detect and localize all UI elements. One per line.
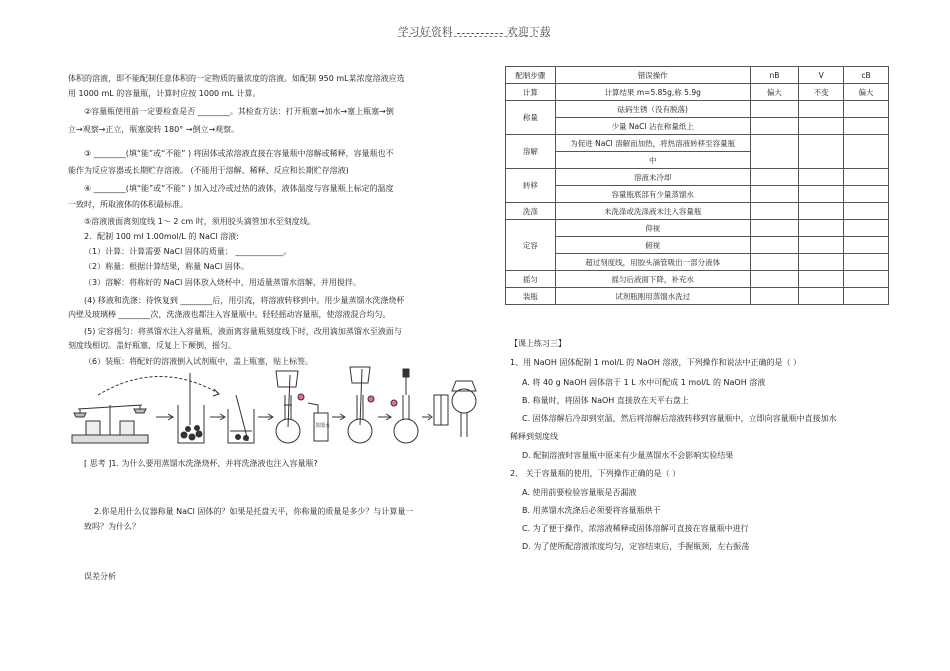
v-cell: 不变: [799, 84, 844, 101]
table-row: [506, 220, 889, 237]
text-line: （6）装瓶：将配好的溶液倒入试剂瓶中，盖上瓶塞，贴上标签。: [84, 357, 314, 366]
dropper-flask-icon: [391, 369, 418, 443]
nb-cell: [750, 118, 799, 135]
op-cell: 砝码生锈（没有脱落): [555, 101, 750, 118]
think-question-2: 2.你是用什么仪器称量 NaCl 固体的？如果是托盘天平，你称量的质量是多少？与计算量一: [94, 507, 414, 516]
nb-cell: [750, 271, 799, 288]
nb-cell: [750, 169, 799, 186]
table-row: [506, 169, 889, 186]
v-cell: [799, 220, 844, 237]
text-line: 立→观察→正立，瓶塞旋转 180° →倒立→观察。: [68, 125, 240, 134]
step-cell: 计算: [506, 84, 556, 101]
cb-cell: [844, 169, 889, 186]
op-cell: 仰视: [555, 220, 750, 237]
table-row: [506, 118, 889, 135]
text-line: 体积的溶液，即不能配制任意体积的一定物质的量浓度的溶液。如配制 950 mL某浓度溶液应选: [68, 74, 405, 83]
v-cell: [799, 118, 844, 135]
step-cell: 溶解: [506, 135, 556, 169]
cb-cell: [844, 271, 889, 288]
table-row: [506, 135, 889, 152]
col-header: 配制步骤: [506, 67, 556, 84]
practice-title: 【课上练习三】: [510, 339, 566, 348]
question-1-option-c: C. 固体溶解后冷却到室温，然后将溶解后溶液转移到容量瓶中，立即向容量瓶中直接加水: [522, 414, 837, 423]
v-cell: [799, 203, 844, 220]
nb-cell: 偏大: [750, 84, 799, 101]
nb-cell: [750, 220, 799, 237]
text-line: 用 1000 mL 的容量瓶，计算时应按 1000 mL 计算。: [68, 89, 261, 98]
question-2-option-b: B. 用蒸馏水洗涤后必须要将容量瓶烘干: [522, 506, 661, 515]
text-line: ②容量瓶使用前一定要检查是否 ________。其检查方法：打开瓶塞→加水→塞上瓶塞→倒: [84, 107, 394, 116]
text-line: (4) 移液和洗涤：待恢复到 ________后，用引流，将溶液转移到中。用少量蒸馏水洗涤烧杯: [84, 296, 405, 305]
balance-icon: [72, 405, 148, 443]
cb-cell: [844, 220, 889, 237]
nb-cell: [750, 254, 799, 271]
wash-bottle-icon: [308, 403, 331, 441]
v-cell: [799, 101, 844, 118]
text-line: 一致时，所取液体的体积最标准。: [68, 200, 188, 209]
text-line: ③ ________(填“能”或“不能” ) 将固体或浓溶液直接在容量瓶中溶解或稀释，容量瓶也不: [84, 149, 394, 158]
text-line: 能作为反应容器或长期贮存溶液。 (不能用于溶解、稀释、反应和长期贮存溶液): [68, 166, 349, 175]
question-1-option-d: D. 配制溶液时容量瓶中原来有少量蒸馏水不会影响实验结果: [522, 451, 734, 460]
op-cell: 俯视: [555, 237, 750, 254]
table-row: [506, 186, 889, 203]
error-analysis-title: 误差分析: [84, 572, 116, 581]
question-2: 2、 关于容量瓶的使用，下列操作正确的是（ ）: [510, 469, 681, 478]
text-line: (5) 定容摇匀：将蒸馏水注入容量瓶，液面离容量瓶刻度线下时，改用滴加蒸馏水至液面与: [84, 327, 402, 336]
think-question-2-cont: 致吗？为什么？: [84, 522, 140, 531]
text-line: （1）计算：计算需要 NaCl 固体的质量： ____________。: [84, 247, 292, 256]
op-cell: 容量瓶底部有少量蒸馏水: [555, 186, 750, 203]
col-header: cB: [844, 67, 889, 84]
step-cell: 洗涤: [506, 203, 556, 220]
col-header: nB: [750, 67, 799, 84]
cb-cell: [844, 118, 889, 135]
table-row: [506, 84, 889, 101]
nb-cell: [750, 135, 799, 169]
volumetric-flask-icon: [276, 371, 304, 443]
op-cell: 摇匀后液面下降，补充水: [555, 271, 750, 288]
step-cell: 摇匀: [506, 271, 556, 288]
question-1-option-c-cont: 稀释到刻度线: [510, 432, 558, 441]
question-1: 1、用 NaOH 固体配制 1 mol/L 的 NaOH 溶液，下列操作和说法中正确的是（ ）: [510, 358, 801, 367]
step-cell: 定容: [506, 220, 556, 271]
v-cell: [799, 186, 844, 203]
nb-cell: [750, 186, 799, 203]
cb-cell: [844, 254, 889, 271]
table-row: [506, 271, 889, 288]
volumetric-flask-icon: [348, 367, 374, 443]
op-cell: 中: [555, 152, 750, 169]
text-line: （3）溶解：将称好的 NaCl 固体放入烧杯中，用适量蒸馏水溶解，并用搅拌。: [84, 278, 361, 287]
beaker-icon: [228, 395, 254, 443]
question-2-option-a: A. 使用前要检验容量瓶是否漏液: [522, 488, 637, 497]
table-row: [506, 203, 889, 220]
cb-cell: [844, 237, 889, 254]
question-2-option-c: C. 为了便于操作，浓溶液稀释或固体溶解可直接在容量瓶中进行: [522, 524, 749, 533]
cb-cell: 偏大: [844, 84, 889, 101]
step-cell: 装瓶: [506, 288, 556, 305]
step-cell: 称量: [506, 101, 556, 135]
v-cell: [799, 254, 844, 271]
nb-cell: [750, 288, 799, 305]
v-cell: [799, 135, 844, 169]
shaking-flask-icon: [434, 381, 476, 437]
header-underline: [398, 36, 548, 37]
arc-arrowhead: [213, 389, 219, 396]
table-row: [506, 237, 889, 254]
table-row: [506, 101, 889, 118]
text-line: 刻度线相切。盖好瓶塞，反复上下颠倒，摇匀。: [68, 341, 236, 350]
error-analysis-table: [505, 66, 889, 305]
think-question-1: [ 思考 ]1. 为什么要用蒸馏水洗涤烧杯，并将洗涤液也注入容量瓶?: [84, 459, 318, 468]
op-cell: 超过刻度线，用胶头滴管吸出一部分液体: [555, 254, 750, 271]
cb-cell: [844, 288, 889, 305]
solution-preparation-illustration: [68, 365, 478, 453]
cb-cell: [844, 101, 889, 118]
text-line: ⑤溶液液面离刻度线 1～ 2 cm 时，须用胶头滴管加水至刻度线。: [84, 217, 316, 226]
text-line: 2．配制 100 ml 1.00mol/L 的 NaCl 溶液:: [84, 232, 239, 241]
v-cell: [799, 237, 844, 254]
nb-cell: [750, 203, 799, 220]
header-right: 欢迎下载: [507, 26, 551, 38]
op-cell: 少量 NaCl 沾在称量纸上: [555, 118, 750, 135]
step-cell: 转移: [506, 169, 556, 203]
dashed-arrow-arc: [98, 376, 218, 395]
v-cell: [799, 288, 844, 305]
table-header-row: [506, 67, 889, 84]
text-line: 内壁及玻璃棒 ________次，洗涤液也都注入容量瓶中。轻轻摇动容量瓶，使溶液混合均匀。: [68, 310, 391, 319]
table-row: [506, 288, 889, 305]
beaker-icon: [178, 373, 204, 443]
op-cell: 溶液未冷却: [555, 169, 750, 186]
op-cell: 为促进 NaCl 溶解而加热，将热溶液转移至容量瓶: [555, 135, 750, 152]
col-header: 错误操作: [555, 67, 750, 84]
text-line: ④ ________(填“能”或“不能” ) 加入过冷或过热的液体，液体温度与容量瓶上标定的温度: [84, 184, 394, 193]
table-row: [506, 254, 889, 271]
cb-cell: [844, 203, 889, 220]
nb-cell: [750, 101, 799, 118]
cb-cell: [844, 186, 889, 203]
question-1-option-a: A. 将 40 g NaOH 固体溶于 1 L 水中可配成 1 mol/L 的 NaOH 溶液: [522, 378, 766, 387]
op-cell: 计算结果 m=5.85g,称 5.9g: [555, 84, 750, 101]
v-cell: [799, 271, 844, 288]
cb-cell: [844, 135, 889, 169]
op-cell: 未洗涤或洗涤液未注入容量瓶: [555, 203, 750, 220]
header-left: 学习好资料: [398, 26, 453, 38]
question-2-option-d: D. 为了使所配溶液浓度均匀，定容结束后，手握瓶颈，左右振荡: [522, 542, 750, 551]
col-header: V: [799, 67, 844, 84]
v-cell: [799, 169, 844, 186]
nb-cell: [750, 237, 799, 254]
question-1-option-b: B. 称量时，将固体 NaOH 直接放在天平右盘上: [522, 396, 689, 405]
text-line: （2）称量：根据计算结果，称量 NaCl 固体。: [84, 262, 249, 271]
op-cell: 试剂瓶刚用蒸馏水洗过: [555, 288, 750, 305]
distilled-water-label: 蒸馏水: [315, 423, 331, 429]
